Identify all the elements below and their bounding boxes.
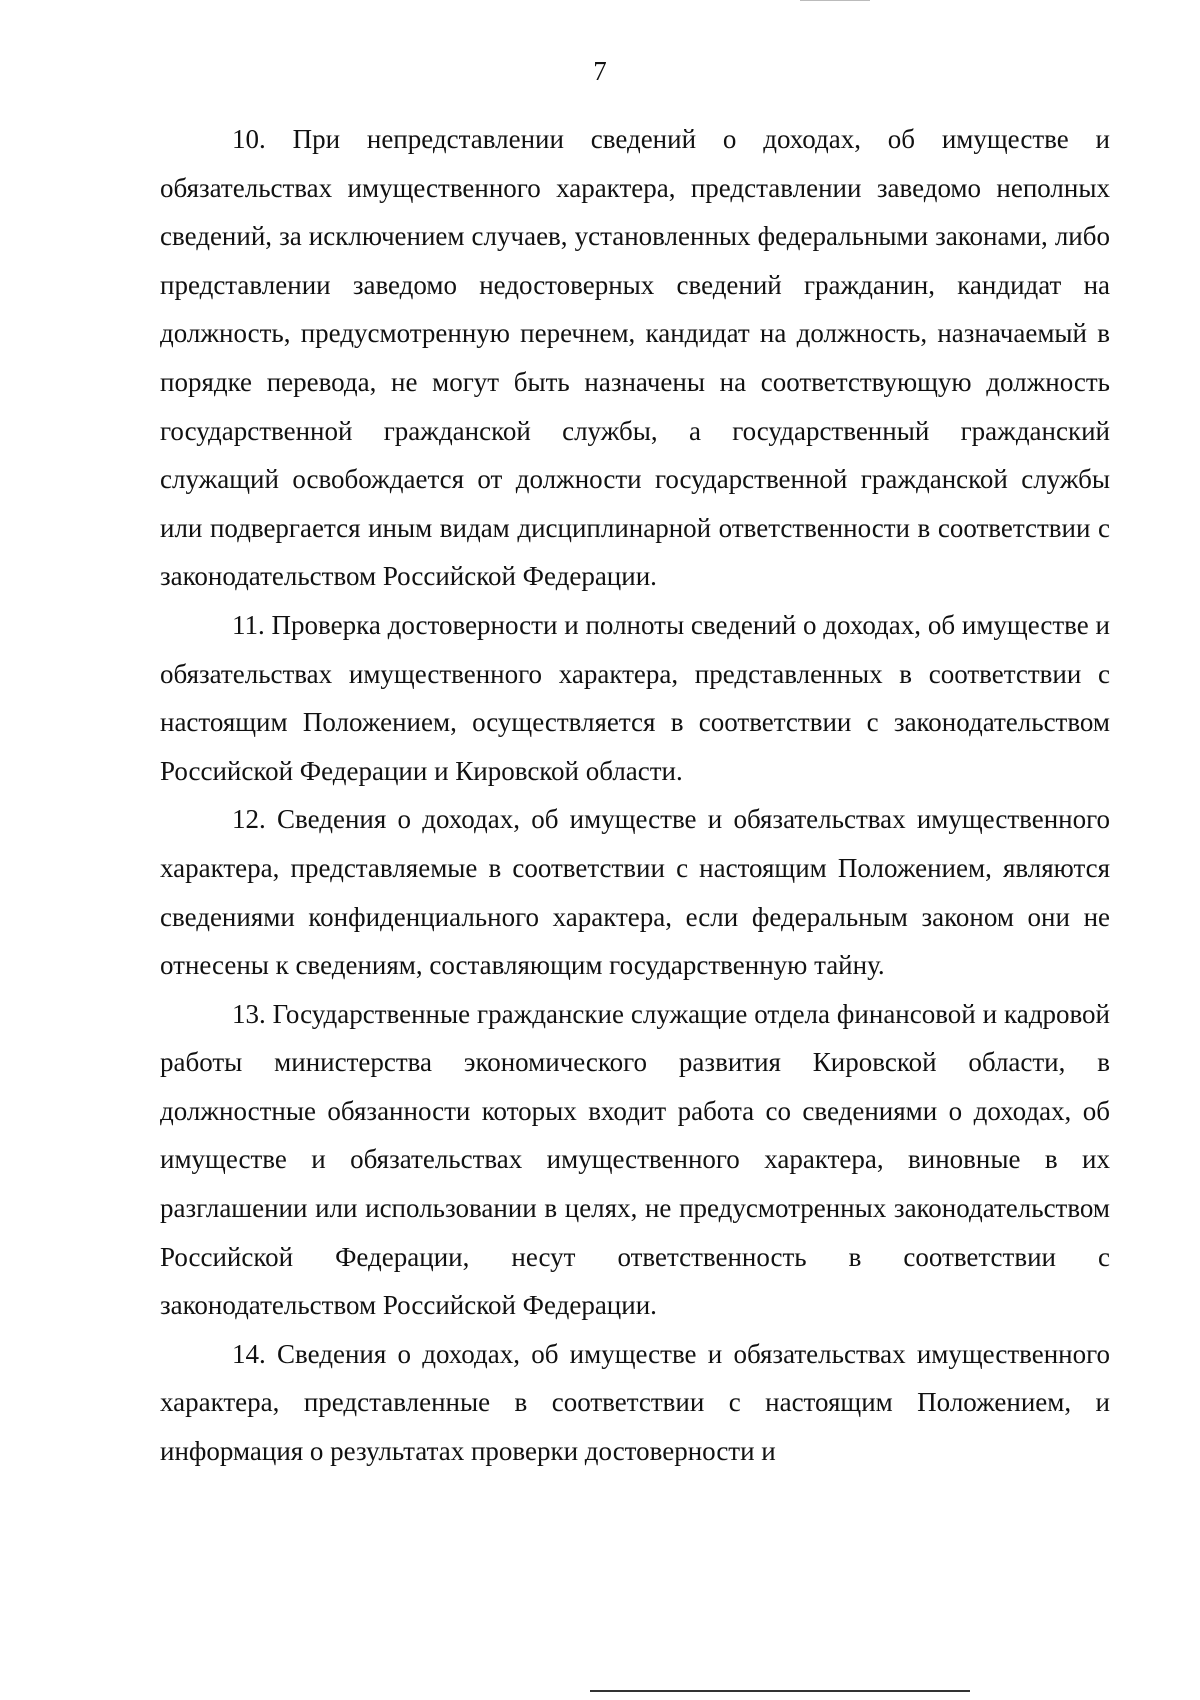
page-number: 7 [593, 56, 607, 86]
paragraph-12: 12. Сведения о доходах, об имуществе и обязательствах имущественного характера, представляемые в соответствии с настоящим Положением, являются сведениями конфиденциального характера, если федеральным законом они не отнесены к сведениям, составляющим государственную тайну. [160, 804, 1110, 981]
document-body [160, 115, 1110, 1476]
scan-edge-mark [800, 0, 870, 1]
paragraph-11: 11. Проверка достоверности и полноты сведений о доходах, об имуществе и обязательствах имущественного характера, представленных в соответствии с настоящим Положением, осуществляется в соответствии с законодательством Российской Федерации и Кировской области. [160, 609, 1110, 786]
paragraph-10: 10. При непредставлении сведений о доходах, об имуществе и обязательствах имущественного характера, представлении заведомо неполных сведений, за исключением случаев, установленных федеральными законами, либо представлении заведомо недостоверных сведений гражданин, кандидат на должность, предусмотренную перечнем, кандидат на должность, назначаемый в порядке перевода, не могут быть назначены на соответствующую должность государственной гражданской службы, а государственный гражданский служащий освобождается от должности государственной гражданской службы или подвергается иным видам дисциплинарной ответственности в соответствии с законодательством Российской Федерации. [160, 124, 1110, 592]
paragraph-14: 14. Сведения о доходах, об имуществе и обязательствах имущественного характера, представленные в соответствии с настоящим Положением, и информация о результатах проверки достоверности и [160, 1338, 1110, 1467]
bottom-divider [590, 1690, 970, 1692]
paragraph-13: 13. Государственные гражданские служащие отдела финансовой и кадровой работы министерства экономического развития Кировской области, в должностные обязанности которых входит работа со сведениями о доходах, об имуществе и обязательствах имущественного характера, виновные в их разглашении или использовании в целях, не предусмотренных законодательством Российской Федерации, несут ответственность в соответствии с законодательством Российской Федерации. [160, 998, 1110, 1321]
